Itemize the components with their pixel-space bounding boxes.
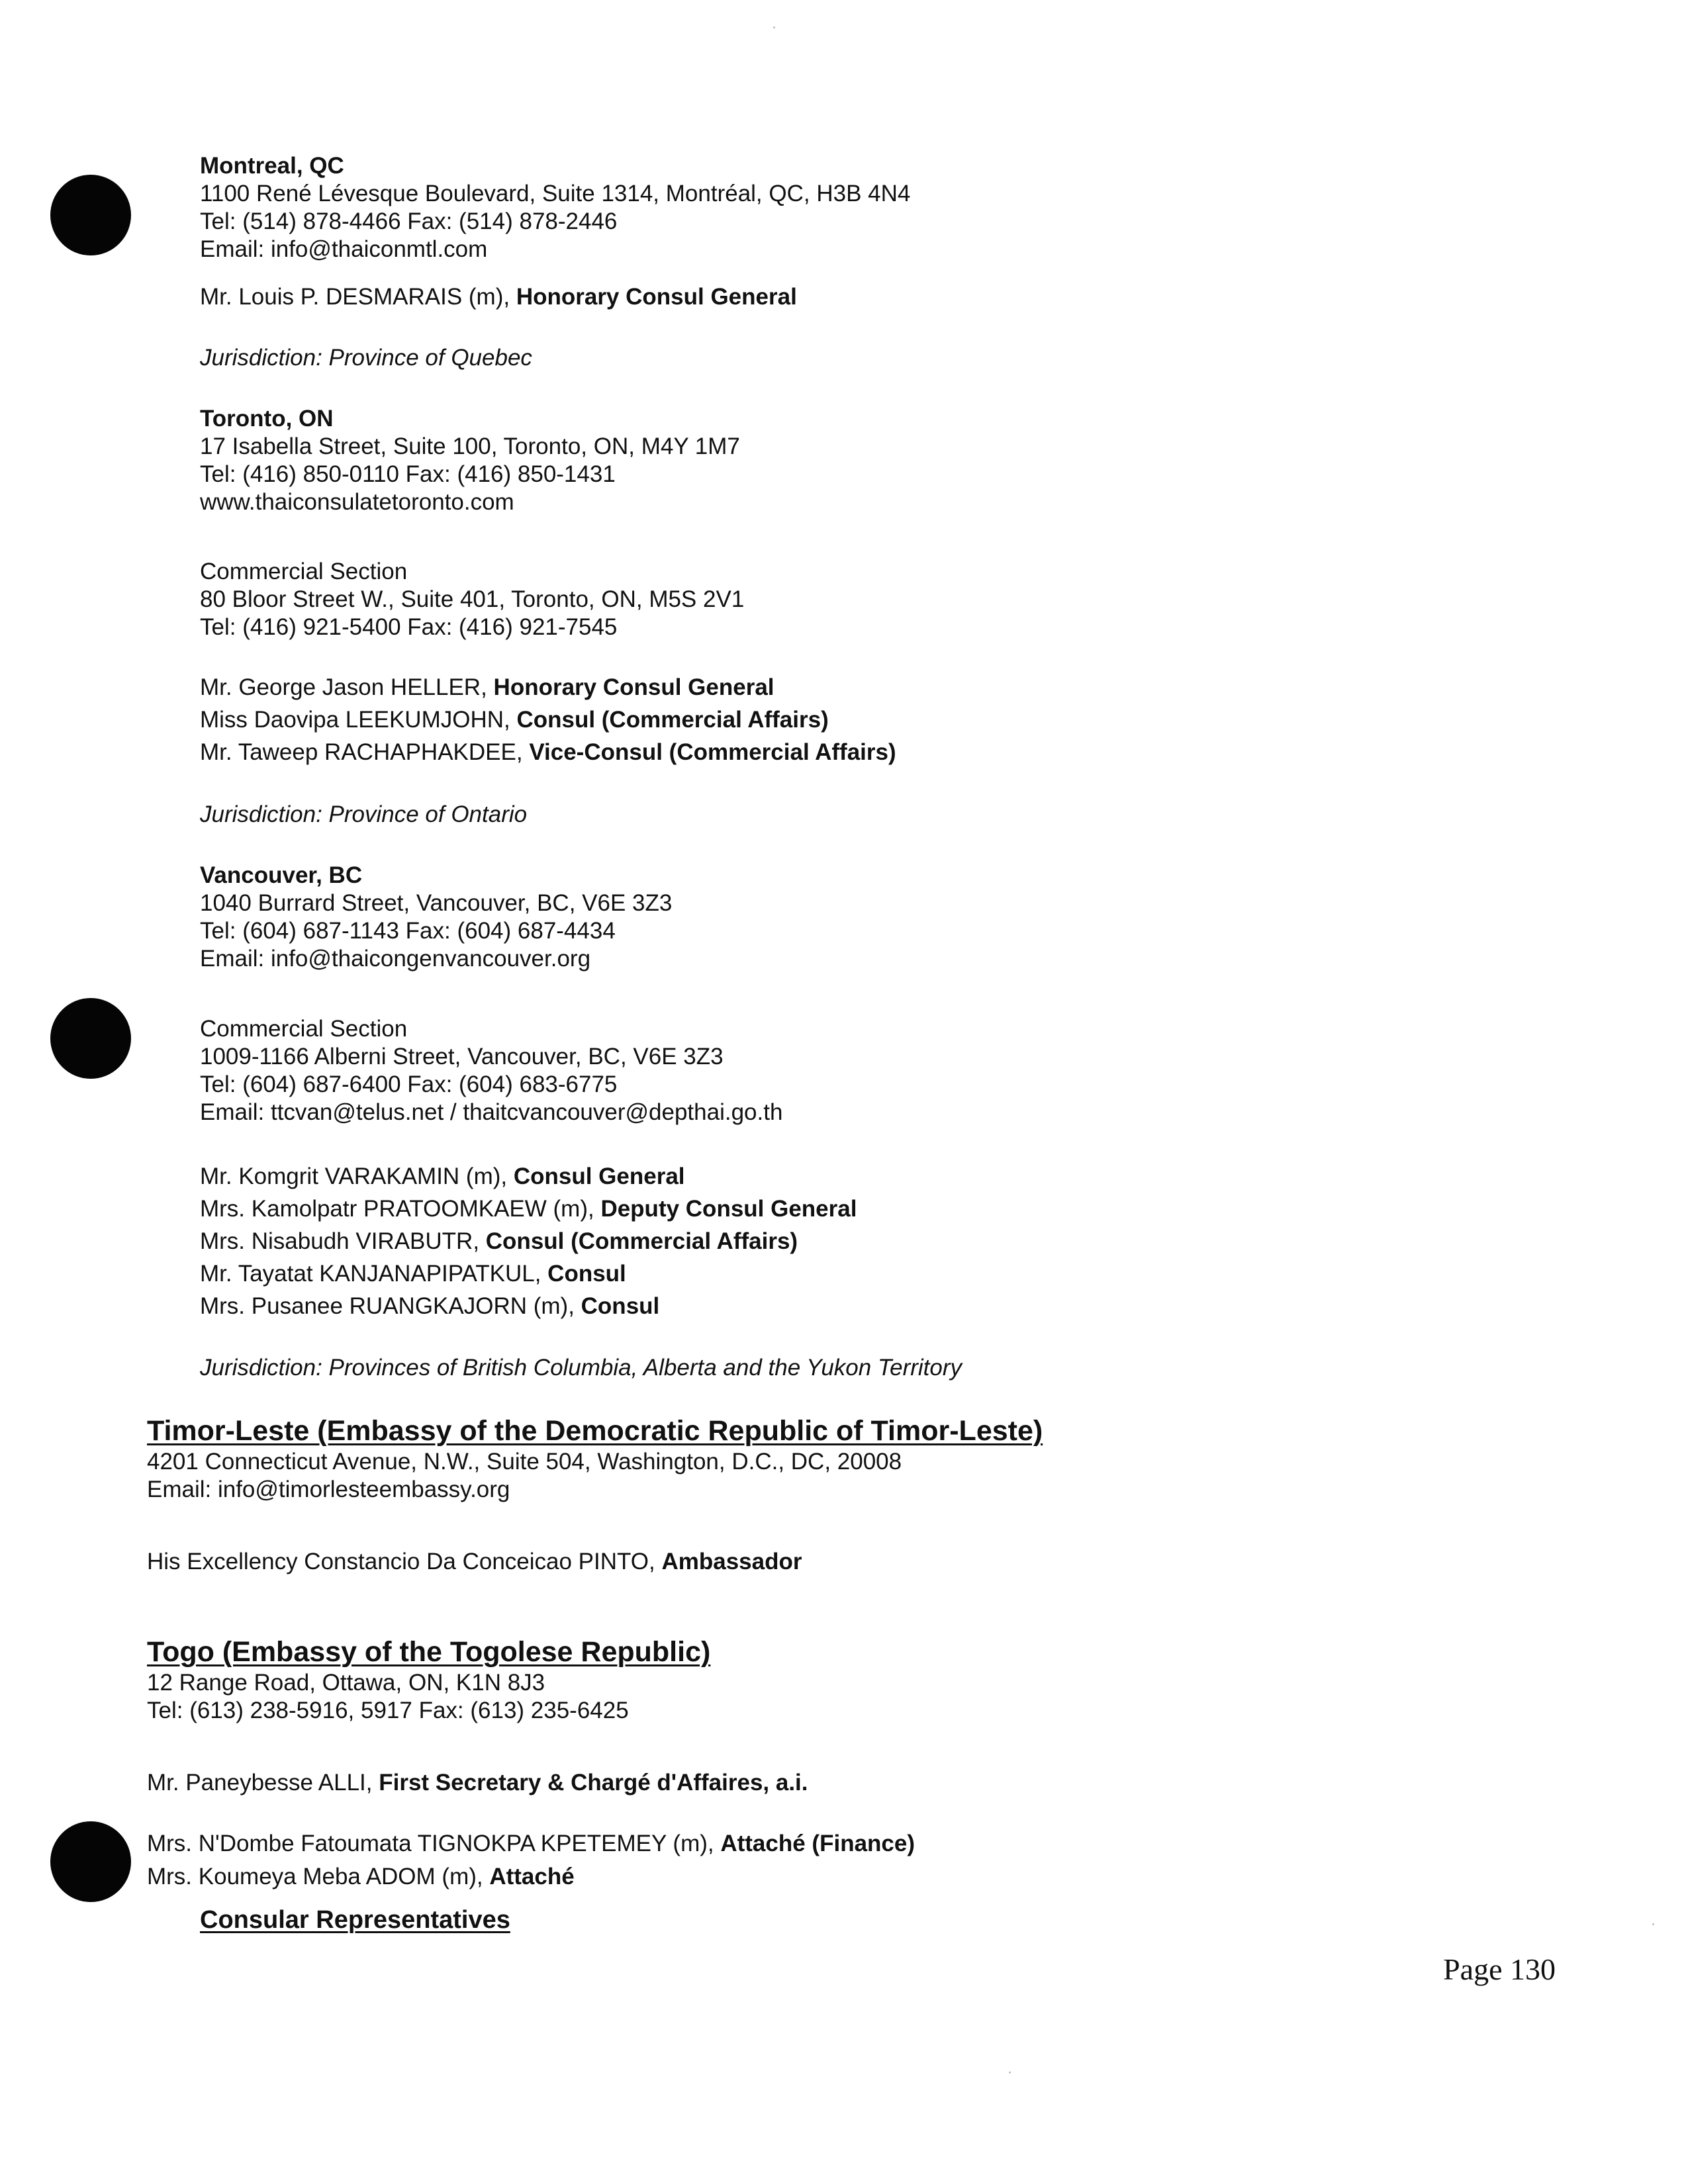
consular-representatives-heading: Consular Representatives bbox=[200, 1906, 510, 1934]
staff-entry bbox=[200, 283, 797, 311]
vancouver-jurisdiction-block bbox=[200, 1354, 962, 1382]
vancouver-staff-list bbox=[200, 1163, 857, 1320]
staff-name: Mrs. Nisabudh VIRABUTR, bbox=[200, 1228, 486, 1254]
toronto-jurisdiction: Jurisdiction: Province of Ontario bbox=[200, 801, 528, 827]
montreal-phone: Tel: (514) 878-4466 Fax: (514) 878-2446 bbox=[200, 208, 618, 234]
staff-entry bbox=[200, 1260, 857, 1288]
staff-title: Consul bbox=[547, 1261, 626, 1287]
staff-name: Miss Daovipa LEEKUMJOHN, bbox=[200, 707, 517, 733]
staff-title: Deputy Consul General bbox=[600, 1196, 857, 1222]
staff-name: Mrs. N'Dombe Fatoumata TIGNOKPA KPETEMEY (m), bbox=[147, 1831, 721, 1856]
staff-title: Vice-Consul (Commercial Affairs) bbox=[529, 739, 896, 765]
page-number: Page 130 bbox=[1443, 1952, 1556, 1986]
staff-title: Consul (Commercial Affairs) bbox=[516, 707, 829, 733]
staff-name: Mrs. Kamolpatr PRATOOMKAEW (m), bbox=[200, 1196, 601, 1222]
commercial-section-label: Commercial Section bbox=[200, 559, 408, 584]
timor-leste-section bbox=[147, 1414, 1043, 1504]
vancouver-city: Vancouver, BC bbox=[200, 862, 363, 888]
staff-entry bbox=[200, 1293, 857, 1320]
staff-name: Mr. George Jason HELLER, bbox=[200, 674, 494, 700]
staff-entry bbox=[200, 1195, 857, 1223]
toronto-commercial-address: 80 Bloor Street W., Suite 401, Toronto, ON, M5S 2V1 bbox=[200, 586, 745, 612]
staff-entry bbox=[147, 1830, 915, 1858]
staff-entry bbox=[200, 674, 896, 702]
staff-name: Mrs. Koumeya Meba ADOM (m), bbox=[147, 1864, 490, 1889]
staff-name: Mr. Tayatat KANJANAPIPATKUL, bbox=[200, 1261, 548, 1287]
staff-name: Mr. Taweep RACHAPHAKDEE, bbox=[200, 739, 530, 765]
toronto-section bbox=[200, 405, 740, 516]
vancouver-email: Email: info@thaicongenvancouver.org bbox=[200, 946, 591, 972]
staff-title: First Secretary & Chargé d'Affaires, a.i. bbox=[379, 1770, 808, 1796]
staff-name: Mr. Komgrit VARAKAMIN (m), bbox=[200, 1163, 514, 1189]
staff-name: His Excellency Constancio Da Conceicao PINTO, bbox=[147, 1549, 662, 1574]
staff-entry bbox=[200, 1228, 857, 1255]
staff-title: Consul (Commercial Affairs) bbox=[485, 1228, 798, 1254]
staff-entry bbox=[147, 1548, 802, 1576]
togo-staff-list bbox=[147, 1830, 915, 1891]
timor-leste-address: 4201 Connecticut Avenue, N.W., Suite 504, Washington, D.C., DC, 20008 bbox=[147, 1449, 902, 1475]
scan-speck bbox=[1652, 1923, 1654, 1925]
togo-heading: Togo (Embassy of the Togolese Republic) bbox=[147, 1636, 711, 1668]
toronto-address: 17 Isabella Street, Suite 100, Toronto, ON, M4Y 1M7 bbox=[200, 433, 740, 459]
vancouver-commercial-address: 1009-1166 Alberni Street, Vancouver, BC, V6E 3Z3 bbox=[200, 1044, 724, 1069]
vancouver-commercial-phone: Tel: (604) 687-6400 Fax: (604) 683-6775 bbox=[200, 1071, 618, 1097]
togo-consular-block bbox=[200, 1905, 510, 1935]
staff-title: Attaché (Finance) bbox=[720, 1831, 915, 1856]
togo-address: 12 Range Road, Ottawa, ON, K1N 8J3 bbox=[147, 1670, 545, 1696]
timor-leste-email: Email: info@timorlesteembassy.org bbox=[147, 1477, 510, 1502]
vancouver-section bbox=[200, 862, 672, 973]
scan-speck bbox=[1009, 2071, 1011, 2073]
timor-leste-staff-list bbox=[147, 1548, 802, 1576]
vancouver-address: 1040 Burrard Street, Vancouver, BC, V6E 3Z3 bbox=[200, 890, 673, 916]
staff-name: Mrs. Pusanee RUANGKAJORN (m), bbox=[200, 1293, 581, 1319]
staff-title: Ambassador bbox=[661, 1549, 802, 1574]
toronto-city: Toronto, ON bbox=[200, 406, 334, 432]
staff-name: Mr. Paneybesse ALLI, bbox=[147, 1770, 379, 1796]
vancouver-commercial-section bbox=[200, 1015, 782, 1126]
montreal-city: Montreal, QC bbox=[200, 153, 344, 179]
montreal-address: 1100 René Lévesque Boulevard, Suite 1314, Montréal, QC, H3B 4N4 bbox=[200, 181, 911, 206]
montreal-jurisdiction: Jurisdiction: Province of Quebec bbox=[200, 345, 532, 371]
staff-entry bbox=[200, 1163, 857, 1191]
scan-speck bbox=[773, 26, 775, 28]
toronto-staff-list bbox=[200, 674, 896, 766]
staff-title: Consul General bbox=[513, 1163, 685, 1189]
staff-entry bbox=[147, 1863, 915, 1891]
togo-section bbox=[147, 1635, 710, 1725]
togo-charge-entry bbox=[147, 1769, 808, 1797]
toronto-commercial-section bbox=[200, 558, 744, 641]
montreal-jurisdiction-block bbox=[200, 344, 532, 372]
toronto-phone: Tel: (416) 850-0110 Fax: (416) 850-1431 bbox=[200, 461, 616, 487]
staff-entry bbox=[200, 706, 896, 734]
toronto-commercial-phone: Tel: (416) 921-5400 Fax: (416) 921-7545 bbox=[200, 614, 618, 640]
punch-hole-middle bbox=[50, 998, 131, 1079]
commercial-section-label: Commercial Section bbox=[200, 1016, 408, 1042]
montreal-section bbox=[200, 152, 910, 263]
montreal-email: Email: info@thaiconmtl.com bbox=[200, 236, 488, 262]
vancouver-jurisdiction: Jurisdiction: Provinces of British Columbia, Alberta and the Yukon Territory bbox=[200, 1355, 962, 1381]
toronto-website-link[interactable]: www.thaiconsulatetoronto.com bbox=[200, 489, 514, 515]
staff-title: Honorary Consul General bbox=[493, 674, 774, 700]
staff-title: Consul bbox=[581, 1293, 660, 1319]
staff-title: Attaché bbox=[489, 1864, 575, 1889]
punch-hole-bottom bbox=[50, 1821, 131, 1902]
toronto-jurisdiction-block bbox=[200, 801, 527, 829]
vancouver-commercial-email: Email: ttcvan@telus.net / thaitcvancouver@depthai.go.th bbox=[200, 1099, 783, 1125]
togo-phone: Tel: (613) 238-5916, 5917 Fax: (613) 235-6425 bbox=[147, 1698, 629, 1723]
staff-title: Honorary Consul General bbox=[516, 284, 797, 310]
staff-name: Mr. Louis P. DESMARAIS (m), bbox=[200, 284, 516, 310]
staff-entry bbox=[200, 739, 896, 766]
timor-leste-heading: Timor-Leste (Embassy of the Democratic Republic of Timor-Leste) bbox=[147, 1415, 1043, 1447]
punch-hole-top bbox=[50, 175, 131, 255]
staff-entry bbox=[147, 1769, 808, 1797]
montreal-staff-list bbox=[200, 283, 797, 311]
vancouver-phone: Tel: (604) 687-1143 Fax: (604) 687-4434 bbox=[200, 918, 616, 944]
